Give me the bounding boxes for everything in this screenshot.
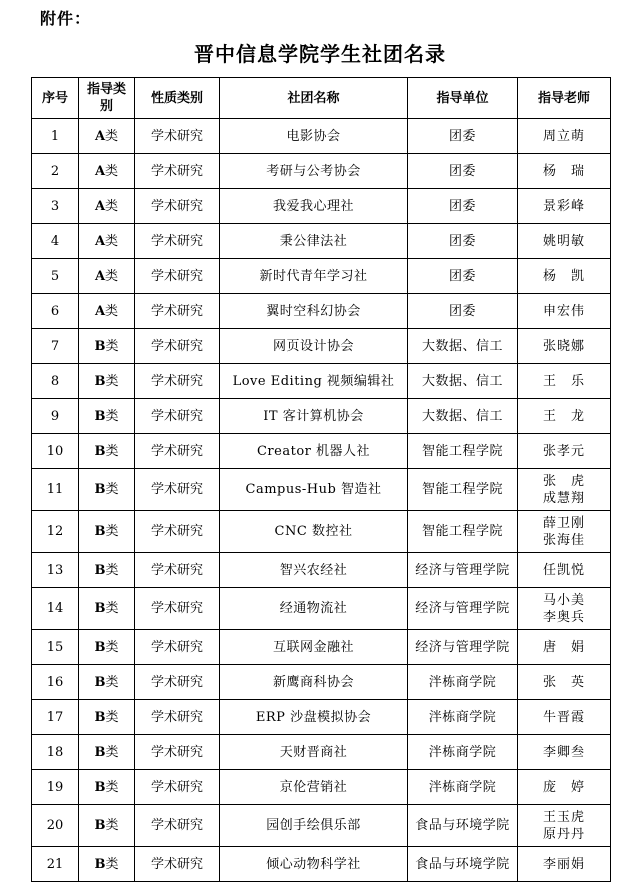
category-letter: A bbox=[94, 198, 106, 214]
table-row bbox=[32, 364, 611, 399]
cell-club-name: 京伦营销社 bbox=[220, 770, 408, 805]
cell-nature: 学术研究 bbox=[135, 630, 220, 665]
page-title: 晋中信息学院学生社团名录 bbox=[194, 42, 446, 66]
cell-nature: 学术研究 bbox=[135, 154, 220, 189]
cell-teacher bbox=[518, 259, 611, 294]
cell-teacher bbox=[518, 770, 611, 805]
cell-teacher bbox=[518, 805, 611, 847]
category-letter: B bbox=[94, 338, 106, 354]
header-category: 指导类别 bbox=[79, 78, 135, 119]
cell-unit: 经济与管理学院 bbox=[408, 630, 518, 665]
cell-category bbox=[79, 665, 135, 700]
cell-club-name: IT 客计算机协会 bbox=[220, 399, 408, 434]
cell-nature: 学术研究 bbox=[135, 588, 220, 630]
cell-teacher bbox=[518, 224, 611, 259]
table-row bbox=[32, 770, 611, 805]
table-row bbox=[32, 847, 611, 882]
teacher-name: 杨 凯 bbox=[542, 268, 585, 284]
cell-index: 8 bbox=[32, 364, 79, 399]
cell-nature: 学术研究 bbox=[135, 553, 220, 588]
cell-club-name: 园创手绘俱乐部 bbox=[220, 805, 408, 847]
teacher-name: 李奥兵 bbox=[542, 609, 585, 625]
cell-unit: 团委 bbox=[408, 294, 518, 329]
attachment-label: 附件： bbox=[40, 9, 92, 28]
cell-category bbox=[79, 154, 135, 189]
cell-unit: 团委 bbox=[408, 189, 518, 224]
cell-index: 4 bbox=[32, 224, 79, 259]
table-row bbox=[32, 224, 611, 259]
cell-unit: 团委 bbox=[408, 154, 518, 189]
cell-club-name: 经通物流社 bbox=[220, 588, 408, 630]
table-row bbox=[32, 259, 611, 294]
cell-club-name: 互联网金融社 bbox=[220, 630, 408, 665]
cell-teacher bbox=[518, 119, 611, 154]
cell-category bbox=[79, 189, 135, 224]
cell-club-name: 网页设计协会 bbox=[220, 329, 408, 364]
cell-category bbox=[79, 805, 135, 847]
cell-club-name: 倾心动物科学社 bbox=[220, 847, 408, 882]
cell-unit: 食品与环境学院 bbox=[408, 847, 518, 882]
teacher-name: 杨 瑞 bbox=[542, 163, 585, 179]
teacher-name: 张海佳 bbox=[542, 532, 585, 548]
table-row bbox=[32, 119, 611, 154]
cell-club-name: Campus-Hub 智造社 bbox=[220, 469, 408, 511]
cell-category bbox=[79, 511, 135, 553]
cell-index: 17 bbox=[32, 700, 79, 735]
cell-category bbox=[79, 364, 135, 399]
teacher-name: 张 英 bbox=[542, 674, 585, 690]
cell-nature: 学术研究 bbox=[135, 329, 220, 364]
cell-index: 3 bbox=[32, 189, 79, 224]
cell-club-name: CNC 数控社 bbox=[220, 511, 408, 553]
cell-index: 7 bbox=[32, 329, 79, 364]
cell-category bbox=[79, 553, 135, 588]
cell-unit: 泮栋商学院 bbox=[408, 770, 518, 805]
category-letter: B bbox=[94, 818, 106, 833]
category-suffix: 类 bbox=[105, 233, 119, 249]
teacher-name: 薛卫刚 bbox=[542, 515, 585, 531]
category-letter: B bbox=[94, 408, 106, 424]
cell-teacher bbox=[518, 329, 611, 364]
cell-nature: 学术研究 bbox=[135, 665, 220, 700]
category-suffix: 类 bbox=[105, 443, 119, 459]
cell-nature: 学术研究 bbox=[135, 399, 220, 434]
category-letter: B bbox=[94, 562, 106, 578]
table-row bbox=[32, 630, 611, 665]
cell-teacher bbox=[518, 434, 611, 469]
cell-club-name: 我爱我心理社 bbox=[220, 189, 408, 224]
header-club-name: 社团名称 bbox=[220, 78, 408, 119]
cell-teacher bbox=[518, 294, 611, 329]
table-row bbox=[32, 329, 611, 364]
category-letter: A bbox=[94, 268, 106, 284]
table-row bbox=[32, 399, 611, 434]
table-row bbox=[32, 735, 611, 770]
cell-index: 12 bbox=[32, 511, 79, 553]
cell-nature: 学术研究 bbox=[135, 511, 220, 553]
category-letter: A bbox=[94, 233, 106, 249]
cell-category bbox=[79, 588, 135, 630]
cell-nature: 学术研究 bbox=[135, 364, 220, 399]
cell-club-name: 智兴农经社 bbox=[220, 553, 408, 588]
category-suffix: 类 bbox=[105, 198, 119, 214]
category-letter: B bbox=[94, 373, 106, 389]
cell-teacher bbox=[518, 553, 611, 588]
cell-club-name: 新时代青年学习社 bbox=[220, 259, 408, 294]
category-suffix: 类 bbox=[105, 856, 119, 872]
cell-index: 2 bbox=[32, 154, 79, 189]
category-suffix: 类 bbox=[105, 562, 119, 578]
cell-nature: 学术研究 bbox=[135, 224, 220, 259]
cell-category bbox=[79, 399, 135, 434]
cell-teacher bbox=[518, 189, 611, 224]
table-row bbox=[32, 588, 611, 630]
cell-unit: 泮栋商学院 bbox=[408, 665, 518, 700]
cell-teacher bbox=[518, 154, 611, 189]
cell-unit: 食品与环境学院 bbox=[408, 805, 518, 847]
header-unit: 指导单位 bbox=[408, 78, 518, 119]
cell-teacher bbox=[518, 364, 611, 399]
table-header-row bbox=[32, 78, 611, 119]
teacher-name: 李丽娟 bbox=[542, 856, 585, 872]
cell-unit: 大数据、信工 bbox=[408, 399, 518, 434]
category-letter: B bbox=[94, 674, 106, 690]
cell-category bbox=[79, 735, 135, 770]
teacher-name: 姚明敏 bbox=[542, 233, 585, 249]
teacher-name: 王 龙 bbox=[542, 408, 585, 424]
cell-nature: 学术研究 bbox=[135, 259, 220, 294]
cell-nature: 学术研究 bbox=[135, 805, 220, 847]
category-letter: B bbox=[94, 744, 106, 760]
cell-category bbox=[79, 329, 135, 364]
category-suffix: 类 bbox=[105, 524, 119, 539]
category-suffix: 类 bbox=[105, 779, 119, 795]
table-row bbox=[32, 469, 611, 511]
teacher-name: 申宏伟 bbox=[542, 303, 585, 319]
teacher-name: 周立萌 bbox=[542, 128, 585, 144]
teacher-name: 王玉虎 bbox=[542, 809, 585, 825]
table-row bbox=[32, 189, 611, 224]
teacher-name: 王 乐 bbox=[542, 373, 585, 389]
category-letter: B bbox=[94, 601, 106, 616]
cell-unit: 智能工程学院 bbox=[408, 511, 518, 553]
table-row bbox=[32, 154, 611, 189]
cell-nature: 学术研究 bbox=[135, 434, 220, 469]
cell-teacher bbox=[518, 511, 611, 553]
category-suffix: 类 bbox=[105, 482, 119, 497]
cell-club-name: 秉公律法社 bbox=[220, 224, 408, 259]
category-suffix: 类 bbox=[105, 128, 119, 144]
cell-category bbox=[79, 469, 135, 511]
cell-unit: 团委 bbox=[408, 119, 518, 154]
cell-teacher bbox=[518, 399, 611, 434]
cell-unit: 经济与管理学院 bbox=[408, 553, 518, 588]
cell-category bbox=[79, 630, 135, 665]
category-suffix: 类 bbox=[105, 601, 119, 616]
category-suffix: 类 bbox=[105, 639, 119, 655]
header-index: 序号 bbox=[32, 78, 79, 119]
cell-index: 15 bbox=[32, 630, 79, 665]
cell-nature: 学术研究 bbox=[135, 847, 220, 882]
cell-category bbox=[79, 224, 135, 259]
table-row bbox=[32, 700, 611, 735]
table-row bbox=[32, 553, 611, 588]
teacher-name: 马小美 bbox=[542, 592, 585, 608]
cell-club-name: Love Editing 视频编辑社 bbox=[220, 364, 408, 399]
cell-club-name: 新鹰商科协会 bbox=[220, 665, 408, 700]
cell-unit: 泮栋商学院 bbox=[408, 700, 518, 735]
cell-club-name: Creator 机器人社 bbox=[220, 434, 408, 469]
category-letter: B bbox=[94, 443, 106, 459]
teacher-name: 牛晋霞 bbox=[542, 709, 585, 725]
cell-index: 16 bbox=[32, 665, 79, 700]
cell-club-name: 电影协会 bbox=[220, 119, 408, 154]
teacher-name: 唐 娟 bbox=[542, 639, 585, 655]
cell-nature: 学术研究 bbox=[135, 469, 220, 511]
category-letter: B bbox=[94, 779, 106, 795]
cell-teacher bbox=[518, 630, 611, 665]
cell-index: 18 bbox=[32, 735, 79, 770]
cell-category bbox=[79, 119, 135, 154]
category-suffix: 类 bbox=[105, 709, 119, 725]
cell-index: 21 bbox=[32, 847, 79, 882]
category-letter: A bbox=[94, 163, 106, 179]
category-letter: B bbox=[94, 524, 106, 539]
teacher-name: 张孝元 bbox=[542, 443, 585, 459]
cell-teacher bbox=[518, 847, 611, 882]
cell-index: 5 bbox=[32, 259, 79, 294]
cell-category bbox=[79, 294, 135, 329]
cell-teacher bbox=[518, 700, 611, 735]
cell-index: 20 bbox=[32, 805, 79, 847]
cell-index: 10 bbox=[32, 434, 79, 469]
table-row bbox=[32, 665, 611, 700]
cell-unit: 泮栋商学院 bbox=[408, 735, 518, 770]
cell-unit: 智能工程学院 bbox=[408, 469, 518, 511]
table-row bbox=[32, 294, 611, 329]
category-letter: B bbox=[94, 856, 106, 872]
category-suffix: 类 bbox=[105, 268, 119, 284]
cell-teacher bbox=[518, 735, 611, 770]
cell-index: 19 bbox=[32, 770, 79, 805]
teacher-name: 张晓娜 bbox=[542, 338, 585, 354]
teacher-name: 成慧翔 bbox=[542, 490, 585, 506]
category-suffix: 类 bbox=[105, 163, 119, 179]
cell-index: 13 bbox=[32, 553, 79, 588]
category-letter: B bbox=[94, 639, 106, 655]
cell-teacher bbox=[518, 469, 611, 511]
cell-nature: 学术研究 bbox=[135, 119, 220, 154]
club-directory-table bbox=[31, 77, 611, 882]
category-suffix: 类 bbox=[105, 674, 119, 690]
cell-club-name: 考研与公考协会 bbox=[220, 154, 408, 189]
category-suffix: 类 bbox=[105, 373, 119, 389]
category-letter: B bbox=[94, 709, 106, 725]
cell-club-name: ERP 沙盘模拟协会 bbox=[220, 700, 408, 735]
category-letter: A bbox=[94, 303, 106, 319]
teacher-name: 李卿叁 bbox=[542, 744, 585, 760]
cell-index: 11 bbox=[32, 469, 79, 511]
cell-nature: 学术研究 bbox=[135, 189, 220, 224]
table-row bbox=[32, 805, 611, 847]
table-row bbox=[32, 434, 611, 469]
cell-index: 14 bbox=[32, 588, 79, 630]
cell-category bbox=[79, 770, 135, 805]
header-teacher: 指导老师 bbox=[518, 78, 611, 119]
teacher-name: 景彩峰 bbox=[542, 198, 585, 214]
cell-teacher bbox=[518, 665, 611, 700]
cell-unit: 大数据、信工 bbox=[408, 329, 518, 364]
category-letter: B bbox=[94, 482, 106, 497]
table-row bbox=[32, 511, 611, 553]
cell-index: 1 bbox=[32, 119, 79, 154]
category-suffix: 类 bbox=[105, 744, 119, 760]
teacher-name: 任凯悦 bbox=[542, 562, 585, 578]
cell-unit: 大数据、信工 bbox=[408, 364, 518, 399]
teacher-name: 庞 婷 bbox=[542, 779, 585, 795]
cell-category bbox=[79, 700, 135, 735]
cell-index: 6 bbox=[32, 294, 79, 329]
category-suffix: 类 bbox=[105, 338, 119, 354]
category-suffix: 类 bbox=[105, 818, 119, 833]
teacher-name: 张 虎 bbox=[542, 473, 585, 489]
category-letter: A bbox=[94, 128, 106, 144]
category-suffix: 类 bbox=[105, 408, 119, 424]
cell-unit: 团委 bbox=[408, 259, 518, 294]
cell-nature: 学术研究 bbox=[135, 294, 220, 329]
header-nature: 性质类别 bbox=[135, 78, 220, 119]
cell-category bbox=[79, 847, 135, 882]
cell-unit: 智能工程学院 bbox=[408, 434, 518, 469]
teacher-name: 原丹丹 bbox=[542, 826, 585, 842]
cell-index: 9 bbox=[32, 399, 79, 434]
cell-nature: 学术研究 bbox=[135, 770, 220, 805]
cell-club-name: 翼时空科幻协会 bbox=[220, 294, 408, 329]
cell-nature: 学术研究 bbox=[135, 735, 220, 770]
cell-category bbox=[79, 434, 135, 469]
cell-nature: 学术研究 bbox=[135, 700, 220, 735]
category-suffix: 类 bbox=[105, 303, 119, 319]
cell-unit: 团委 bbox=[408, 224, 518, 259]
cell-club-name: 天财晋商社 bbox=[220, 735, 408, 770]
cell-category bbox=[79, 259, 135, 294]
cell-unit: 经济与管理学院 bbox=[408, 588, 518, 630]
cell-teacher bbox=[518, 588, 611, 630]
